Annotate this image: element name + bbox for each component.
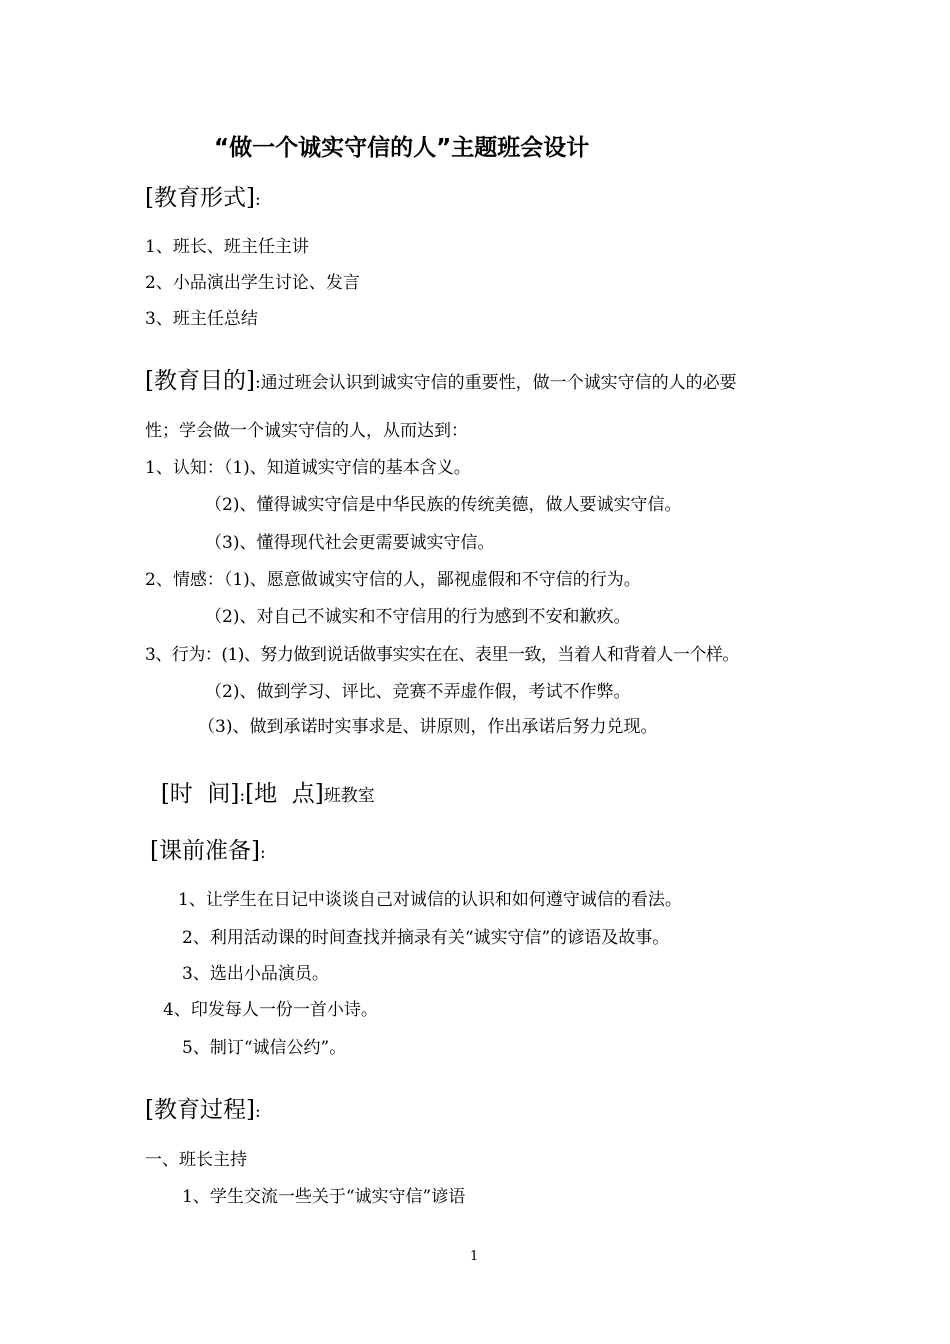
purpose-heading: [教育目的]: [145, 368, 255, 394]
form-item-1: 1、班长、班主任主讲: [145, 237, 309, 257]
place-heading: [地 点]: [245, 781, 324, 807]
purpose-text-line-1: :通过班会认识到诚实守信的重要性，做一个诚实守信的人的必要: [254, 373, 737, 393]
purpose-item-behavior-2: （2)、做到学习、评比、竞赛不弄虚作假，考试不作弊。: [205, 682, 631, 702]
purpose-item-cognition-3: （3)、懂得现代社会更需要诚实守信。: [205, 533, 495, 553]
time-place-line: [150, 766, 375, 806]
purpose-item-cognition-2: （2)、懂得诚实守信是中华民族的传统美德，做人要诚实守信。: [205, 495, 682, 515]
preparation-item-2: 2、利用活动课的时间查找并摘录有关“诚实守信”的谚语及故事。: [182, 928, 670, 948]
preparation-heading: [课前准备]: [150, 838, 260, 864]
purpose-section-heading: [145, 370, 737, 393]
preparation-heading-colon: :: [259, 843, 266, 863]
preparation-section-heading: [150, 840, 266, 863]
form-heading: [教育形式]: [145, 185, 255, 211]
preparation-item-3: 3、选出小品演员。: [182, 964, 329, 984]
preparation-item-4: 4、印发每人一份一首小诗。: [163, 1000, 378, 1020]
form-heading-colon: :: [254, 190, 261, 210]
purpose-text-line-2: 性；学会做一个诚实守信的人，从而达到：: [145, 421, 468, 441]
purpose-item-behavior-3: （3)、做到承诺时实事求是、讲原则，作出承诺后努力兑现。: [198, 717, 658, 737]
form-section-heading: [145, 187, 261, 210]
process-item-1: 1、学生交流一些关于“诚实守信”谚语: [182, 1187, 466, 1207]
process-section-1: 一、班长主持: [145, 1150, 247, 1170]
preparation-item-5: 5、制订“诚信公约”。: [182, 1038, 347, 1058]
place-text: 班教室: [323, 786, 375, 806]
purpose-item-emotion-2: （2)、对自己不诚实和不守信用的行为感到不安和歉疚。: [205, 607, 631, 627]
time-place-separator: :: [239, 786, 246, 806]
document-title: “做一个诚实守信的人”主题班会设计: [214, 135, 590, 161]
purpose-item-emotion-1: 2、情感：（1)、愿意做诚实守信的人，鄙视虚假和不守信的行为。: [145, 570, 641, 590]
form-item-3: 3、班主任总结: [145, 309, 258, 329]
process-heading-colon: :: [254, 1102, 261, 1122]
purpose-item-behavior-1: 3、行为：(1)、努力做到说话做事实实在在、表里一致，当着人和背着人一个样。: [145, 645, 739, 665]
form-item-2: 2、小品演出学生讨论、发言: [145, 273, 360, 293]
process-section-heading: [145, 1099, 261, 1122]
process-heading: [教育过程]: [145, 1097, 255, 1123]
page-number: 1: [470, 1249, 479, 1264]
purpose-item-cognition-1: 1、认知：（1)、知道诚实守信的基本含义。: [145, 458, 471, 478]
preparation-item-1: 1、让学生在日记中谈谈自己对诚信的认识和如何遵守诚信的看法。: [178, 890, 682, 910]
time-heading: [时 间]: [160, 781, 240, 807]
